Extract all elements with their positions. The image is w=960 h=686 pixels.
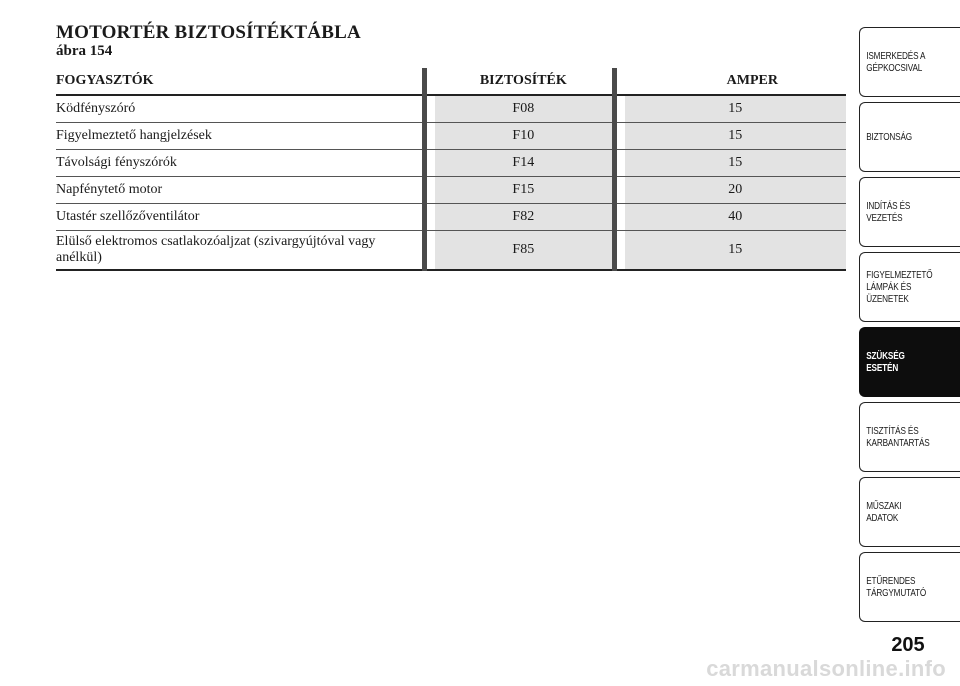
column-header-fuse: BIZTOSÍTÉK bbox=[435, 68, 614, 95]
consumer-cell: Elülső elektromos csatlakozóaljzat (szivargyújtóval vagy anélkül) bbox=[56, 231, 425, 271]
consumer-cell: Utastér szellőzőventilátor bbox=[56, 204, 425, 231]
tab-inditas-es-vezetes[interactable] bbox=[859, 177, 960, 247]
column-separator bbox=[614, 231, 625, 271]
consumer-cell: Napfénytető motor bbox=[56, 177, 425, 204]
table-row bbox=[56, 123, 846, 150]
column-separator bbox=[614, 95, 625, 123]
table-row bbox=[56, 204, 846, 231]
chapter-tabs bbox=[859, 27, 960, 627]
fuse-cell: F10 bbox=[435, 123, 614, 150]
column-separator bbox=[425, 177, 436, 204]
tab-label: MŰSZAKI ADATOK bbox=[866, 500, 902, 524]
tab-figyelmezteto-lampak[interactable] bbox=[859, 252, 960, 322]
column-separator bbox=[614, 177, 625, 204]
column-separator bbox=[425, 68, 436, 95]
consumer-cell: Távolsági fényszórók bbox=[56, 150, 425, 177]
column-separator bbox=[614, 204, 625, 231]
fuse-table bbox=[56, 68, 846, 271]
tab-label: ETŰRENDES TÁRGYMUTATÓ bbox=[866, 575, 927, 599]
fuse-cell: F82 bbox=[435, 204, 614, 231]
column-separator bbox=[425, 231, 436, 271]
table-header-row bbox=[56, 68, 846, 95]
column-separator bbox=[614, 68, 625, 95]
page-number: 205 bbox=[891, 634, 925, 656]
page-title: MOTORTÉR BIZTOSÍTÉKTÁBLA bbox=[56, 22, 361, 43]
amper-cell: 15 bbox=[625, 150, 846, 177]
column-separator bbox=[614, 150, 625, 177]
column-separator bbox=[425, 204, 436, 231]
watermark: carmanualsonline.info bbox=[706, 656, 946, 681]
table-row bbox=[56, 95, 846, 123]
tab-ismerkedes[interactable] bbox=[859, 27, 960, 97]
table-row bbox=[56, 231, 846, 271]
fuse-cell: F08 bbox=[435, 95, 614, 123]
tab-muszaki-adatok[interactable] bbox=[859, 477, 960, 547]
figure-reference: ábra 154 bbox=[56, 43, 113, 59]
column-separator bbox=[425, 95, 436, 123]
column-header-consumers: FOGYASZTÓK bbox=[56, 68, 425, 95]
column-header-amper: AMPER bbox=[625, 68, 846, 95]
amper-cell: 20 bbox=[625, 177, 846, 204]
amper-cell: 15 bbox=[625, 123, 846, 150]
column-separator bbox=[425, 150, 436, 177]
fuse-cell: F85 bbox=[435, 231, 614, 271]
table-row bbox=[56, 150, 846, 177]
tab-label: SZÜKSÉG ESETÉN bbox=[866, 350, 905, 374]
tab-tisztitas-es-karbantartas[interactable] bbox=[859, 402, 960, 472]
amper-cell: 40 bbox=[625, 204, 846, 231]
consumer-cell: Ködfényszóró bbox=[56, 95, 425, 123]
tab-label: FIGYELMEZTETŐ LÁMPÁK ÉS ÜZENETEK bbox=[866, 269, 933, 305]
tab-label: BIZTONSÁG bbox=[866, 131, 913, 143]
amper-cell: 15 bbox=[625, 95, 846, 123]
tab-targymutato[interactable] bbox=[859, 552, 960, 622]
column-separator bbox=[614, 123, 625, 150]
fuse-cell: F15 bbox=[435, 177, 614, 204]
tab-biztonsag[interactable] bbox=[859, 102, 960, 172]
column-separator bbox=[425, 123, 436, 150]
amper-cell: 15 bbox=[625, 231, 846, 271]
consumer-cell: Figyelmeztető hangjelzések bbox=[56, 123, 425, 150]
tab-label: TISZTÍTÁS ÉS KARBANTARTÁS bbox=[866, 425, 930, 449]
table-row bbox=[56, 177, 846, 204]
tab-szukseg-eseten[interactable] bbox=[859, 327, 960, 397]
tab-label: ISMERKEDÉS A GÉPKOCSIVAL bbox=[866, 50, 926, 74]
fuse-cell: F14 bbox=[435, 150, 614, 177]
tab-label: INDÍTÁS ÉS VEZETÉS bbox=[866, 200, 911, 224]
